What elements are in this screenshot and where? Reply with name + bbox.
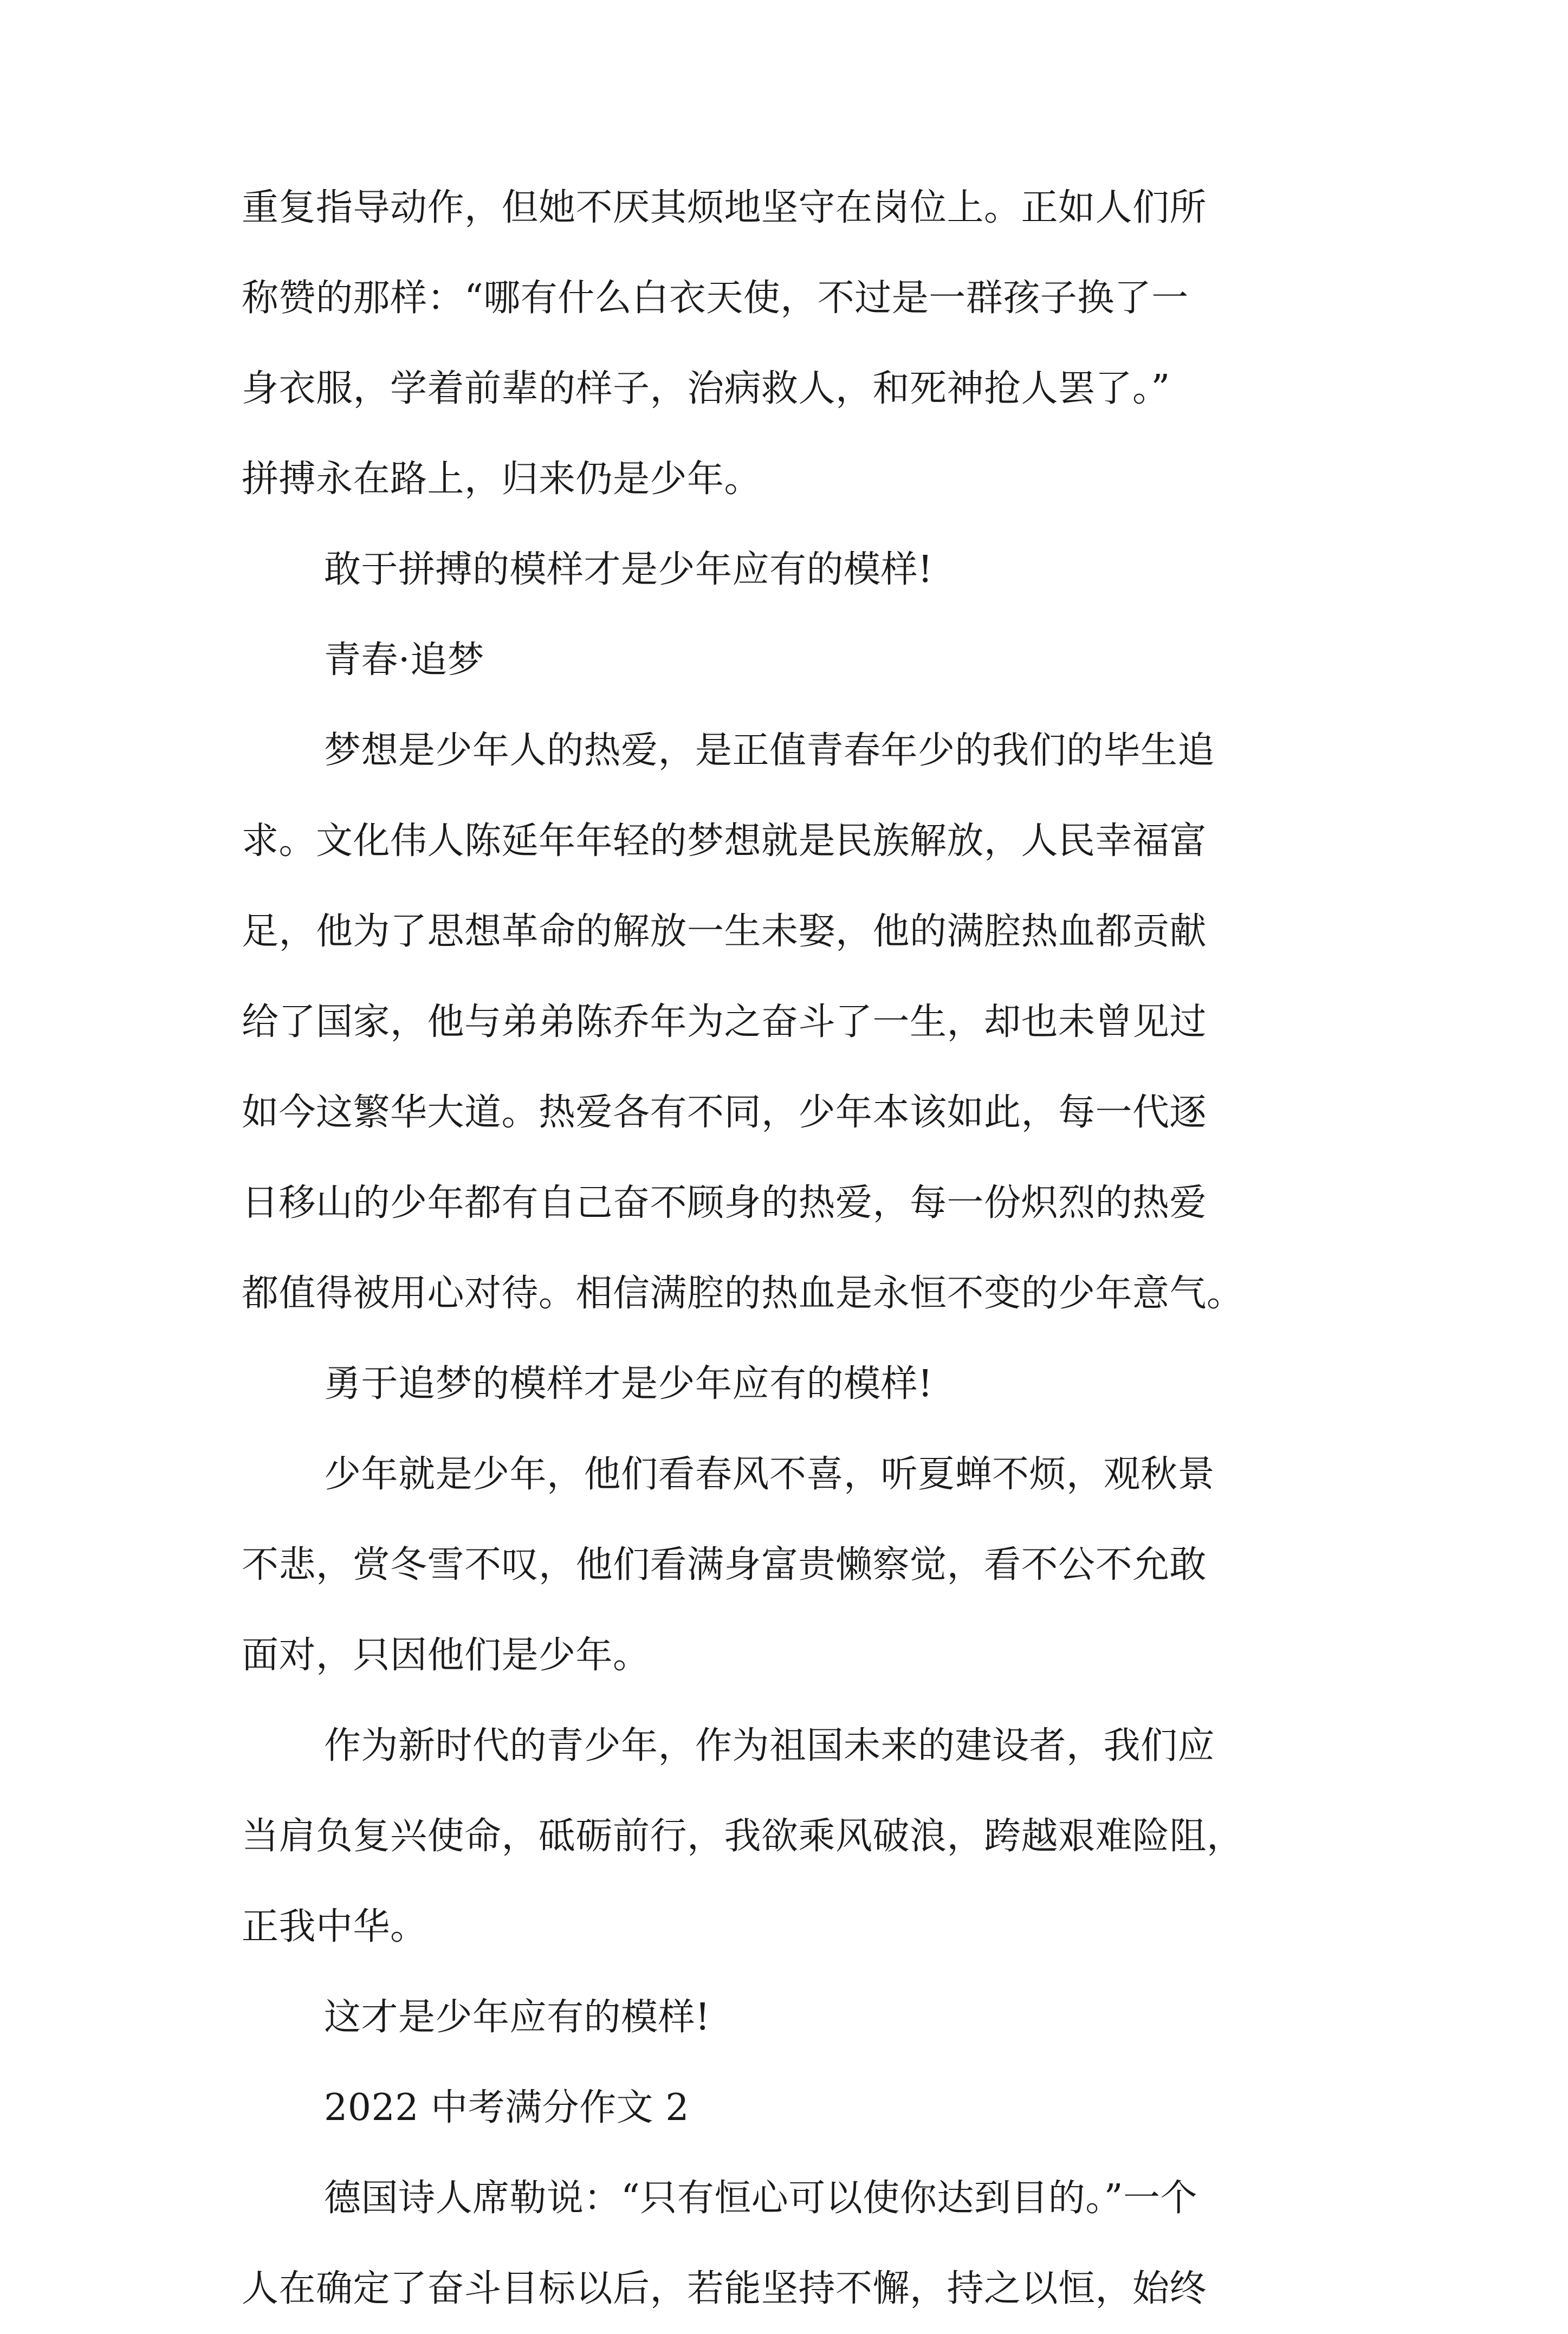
text-line: 这才是少年应有的模样! (324, 1996, 710, 2039)
text-line: 梦想是少年人的热爱，是正值青春年少的我们的毕生追 (324, 729, 1215, 772)
text-line: 都值得被用心对待。相信满腔的热血是永恒不变的少年意气。 (242, 1272, 1244, 1315)
text-line: 少年就是少年，他们看春风不喜，听夏蝉不烦，观秋景 (324, 1453, 1215, 1496)
text-line: 不悲，赏冬雪不叹，他们看满身富贵懒察觉，看不公不允敢 (242, 1544, 1207, 1586)
text-line: 面对，只因他们是少年。 (242, 1634, 650, 1677)
text-line: 勇于追梦的模样才是少年应有的模样! (324, 1363, 933, 1405)
text-line: 当肩负复兴使命，砥砺前行，我欲乘风破浪，跨越艰难险阻， (242, 1815, 1244, 1858)
text-line: 人在确定了奋斗目标以后，若能坚持不懈，持之以恒，始终 (242, 2267, 1207, 2310)
text-line: 日移山的少年都有自己奋不顾身的热爱，每一份炽烈的热爱 (242, 1182, 1207, 1224)
text-line: 青春·追梦 (324, 639, 485, 682)
text-line: 给了国家，他与弟弟陈乔年为之奋斗了一生，却也未曾见过 (242, 1001, 1207, 1043)
text-line: 德国诗人席勒说：“只有恒心可以使你达到目的。”一个 (324, 2177, 1198, 2220)
text-line: 作为新时代的青少年，作为祖国未来的建设者，我们应 (324, 1724, 1215, 1767)
text-line: 拼搏永在路上，归来仍是少年。 (242, 458, 762, 501)
text-line: 敢于拼搏的模样才是少年应有的模样! (324, 548, 933, 591)
text-line: 如今这繁华大道。热爱各有不同，少年本该如此，每一代逐 (242, 1091, 1207, 1134)
text-line: 足，他为了思想革命的解放一生未娶，他的满腔热血都贡献 (242, 910, 1207, 953)
text-line: 2022 中考满分作文 2 (324, 2086, 690, 2129)
text-line: 身衣服，学着前辈的样子，治病救人，和死神抢人罢了。” (242, 367, 1170, 410)
text-line: 求。文化伟人陈延年年轻的梦想就是民族解放，人民幸福富 (242, 820, 1207, 863)
text-line: 称赞的那样：“哪有什么白衣天使，不过是一群孩子换了一 (242, 277, 1189, 320)
text-line: 重复指导动作，但她不厌其烦地坚守在岗位上。正如人们所 (242, 186, 1207, 229)
text-line: 正我中华。 (242, 1905, 427, 1948)
document-body (242, 163, 1342, 2334)
